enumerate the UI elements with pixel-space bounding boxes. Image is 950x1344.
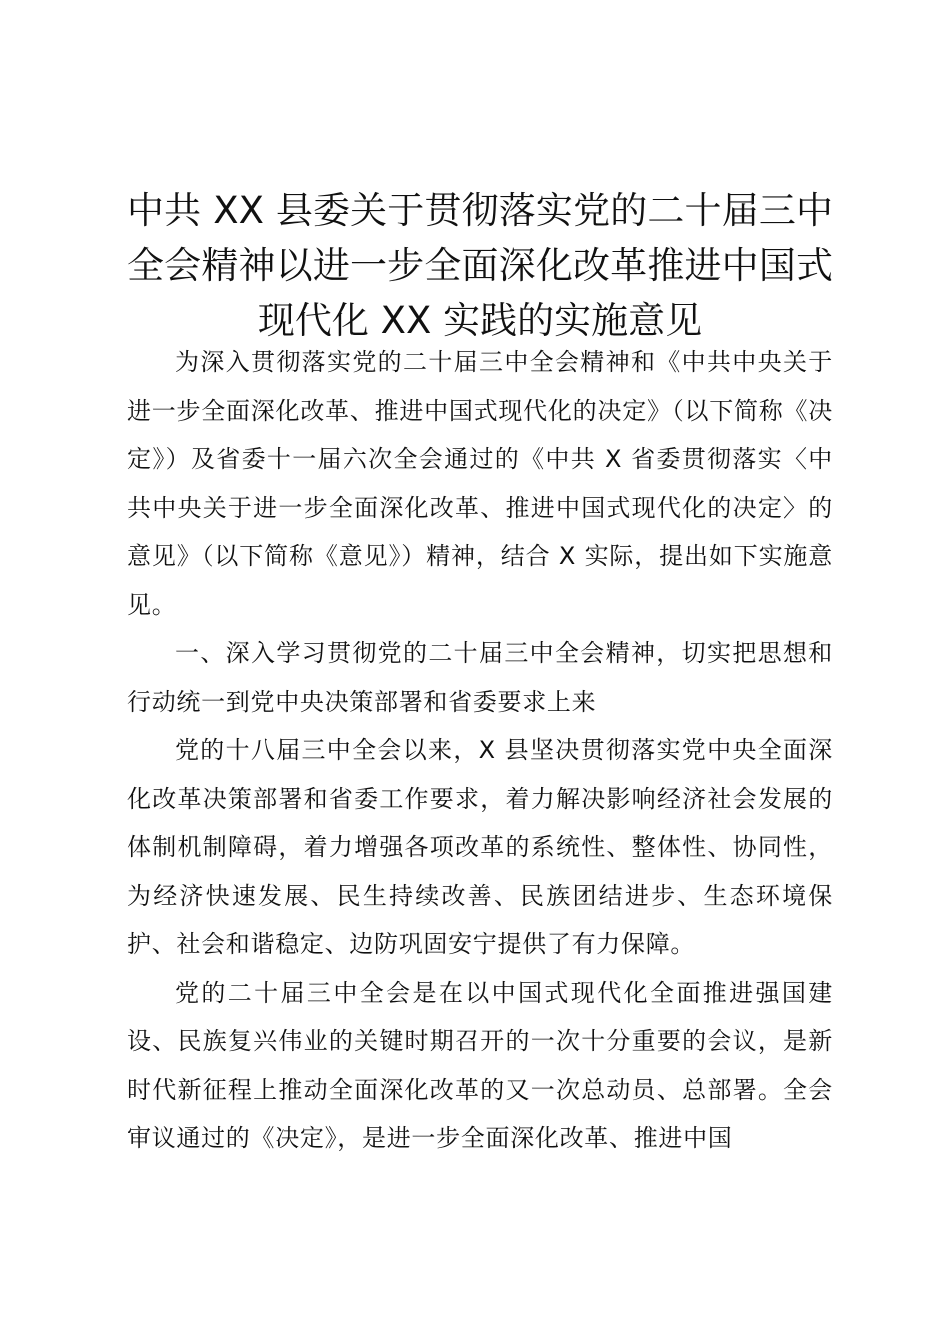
document-title: 中共 XX 县委关于贯彻落实党的二十届三中全会精神以进一步全面深化改革推进中国式现代化 XX 实践的实施意见 [127,189,833,342]
intro-paragraph: 为深入贯彻落实党的二十届三中全会精神和《中共中央关于进一步全面深化改革、推进中国式现代化的决定》（以下简称《决定》）及省委十一届六次全会通过的《中共 X 省委贯彻落实〈中共中央关于进一步全面深化改革、推进中国式现代化的决定〉的意见》（以下简称《意见》）精神，结合 X 实际，提出如下实施意见。 [127,348,833,619]
body-paragraph-1: 党的十八届三中全会以来，X 县坚决贯彻落实党中央全面深化改革决策部署和省委工作要求，着力解决影响经济社会发展的体制机制障碍，着力增强各项改革的系统性、整体性、协同性，为经济快速发展、民生持续改善、民族团结进步、生态环境保护、社会和谐稳定、边防巩固安宁提供了有力保障。 [127,736,833,958]
body-paragraph-2: 党的二十届三中全会是在以中国式现代化全面推进强国建设、民族复兴伟业的关键时期召开的一次十分重要的会议，是新时代新征程上推动全面深化改革的又一次总动员、总部署。全会审议通过的《决定》，是进一步全面深化改革、推进中国 [127,978,833,1152]
document-body [127,338,833,1163]
section-heading-1: 一、深入学习贯彻党的二十届三中全会精神，切实把思想和行动统一到党中央决策部署和省委要求上来 [127,639,833,716]
